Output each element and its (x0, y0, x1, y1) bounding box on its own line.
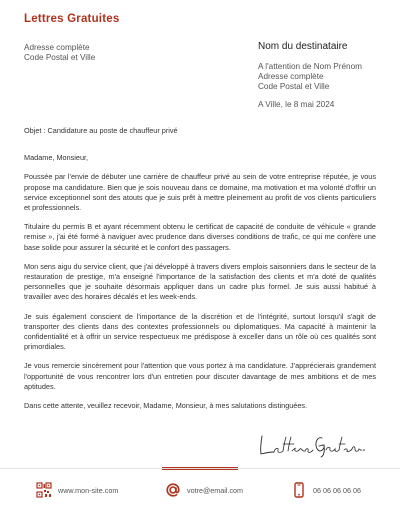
website-text: www.mon-site.com (58, 485, 119, 495)
recipient-name: Nom du destinataire (258, 41, 348, 52)
letter-paragraph: Mon sens aigu du service client, que j'ai développé à travers divers emplois saisonniers dans le secteur de la restauration de prestige, m'a enseigné l'importance de la satisfaction des clients et m'a doté de qualités personnelles que je souhaite désormais appliquer dans un cadre plus formel. Je suis aussi habitué à travailler avec des horaires décalés et les week-ends. (24, 261, 376, 302)
phone-text: 06 06 06 06 06 (313, 485, 361, 495)
footer-divider (0, 468, 400, 469)
letter-paragraph: Poussée par l'envie de débuter une carrière de chauffeur privé au sein de votre entreprise réputée, je vous propose ma candidature. Bien que je sois nouveau dans ce domaine, ma motivation et ma volonté d'offrir un service exceptionnel sont des atouts que je suis prêt à mettre pleinement au profit de vos clients particuliers et professionnels. (24, 172, 376, 213)
letter-paragraph: Je vous remercie sincèrement pour l'attention que vous portez à ma candidature. J'apprécierais grandement l'opportunité de vous rencontrer lors d'un entretien pour discuter davantage de mes ambitions et de mes aptitudes. (24, 361, 376, 391)
recipient-postal-line: Code Postal et Ville (258, 82, 330, 91)
letter-paragraph: Titulaire du permis B et ayant récemment obtenu le certificat de capacité de conduite de véhicule « grande remise », j'ai été formé à naviguer avec prudence dans diverses conditions de trafic, ce qui me confère une base solide pour assurer la sécurité et le confort des passagers. (24, 222, 376, 252)
letter-greeting: Madame, Monsieur, (24, 153, 89, 163)
recipient-attention-line: A l'attention de Nom Prénom (258, 62, 362, 71)
letter-paragraph: Je suis également conscient de l'importance de la discrétion et de l'intégrité, surtout lorsqu'il s'agit de transporter des clients dans des contextes professionnels ou diplomatiques. Ma capacité à maintenir la confidentialité et à offrir un service respectueux me prédispose à exceller dans un rôle où ces qualités sont primordiales. (24, 311, 376, 352)
mobile-phone-icon (291, 482, 307, 498)
sender-address (24, 43, 95, 63)
email-text: votre@email.com (187, 485, 244, 495)
footer-phone[interactable] (291, 482, 361, 498)
letter-body (24, 126, 376, 420)
recipient-address-line: Adresse complète (258, 72, 324, 81)
sender-postal-line: Code Postal et Ville (24, 53, 96, 62)
footer-email[interactable] (165, 482, 243, 498)
footer-website[interactable] (36, 482, 118, 498)
brand-title: Lettres Gratuites (24, 13, 120, 25)
recipient-block (258, 41, 362, 92)
letter-object: Objet : Candidature au poste de chauffeur privé (24, 126, 178, 135)
qr-code-icon (36, 482, 52, 498)
letter-date: A Ville, le 8 mai 2024 (258, 100, 335, 109)
sender-address-line: Adresse complète (24, 43, 90, 52)
handwritten-signature (256, 430, 366, 458)
at-sign-icon (165, 482, 181, 498)
letter-closing: Dans cette attente, veuillez recevoir, Madame, Monsieur, à mes salutations distinguées. (24, 401, 308, 411)
